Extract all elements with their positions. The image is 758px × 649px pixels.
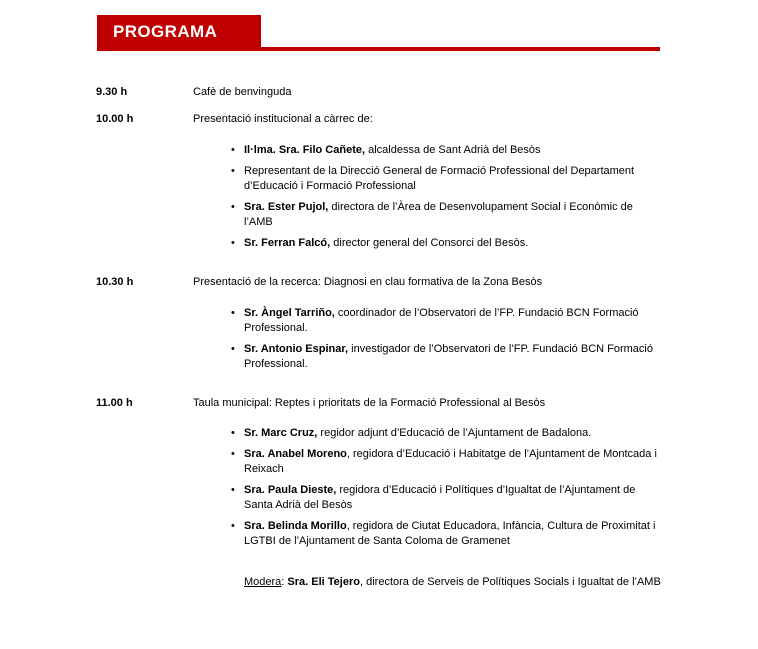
agenda-content	[193, 112, 663, 257]
speaker-name: Sr. Àngel Tarriño,	[244, 306, 335, 319]
agenda-time: 11.00 h	[96, 396, 133, 409]
list-item	[244, 483, 663, 513]
page-title: PROGRAMA	[97, 15, 261, 47]
agenda-content	[193, 396, 663, 591]
speaker-name: Sra. Anabel Moreno	[244, 448, 347, 461]
speaker-role: investigador de l’Observatori de l’FP. Fundació BCN Formació Professional.	[244, 342, 653, 370]
speaker-role: coordinador de l’Observatori de l’FP. Fundació BCN Formació Professional.	[244, 306, 639, 334]
speaker-role: , regidora d’Educació i Habitatge de l’Ajuntament de Montcada i Reixach	[244, 448, 657, 476]
speaker-list	[193, 426, 663, 549]
agenda-item	[96, 396, 758, 591]
speaker-role: Representant de la Direcció General de Formació Professional del Departament d’Educació i Formació Professional	[244, 164, 635, 192]
agenda-title: Presentació institucional a càrrec de:	[193, 113, 373, 126]
speaker-name: Sr. Ferran Falcó,	[244, 236, 331, 249]
agenda-title: Cafè de benvinguda	[193, 86, 292, 99]
speaker-name: Il·lma. Sra. Filo Cañete,	[244, 144, 366, 157]
list-item	[244, 164, 663, 194]
list-item	[244, 143, 663, 158]
speaker-role: regidor adjunt d’Educació de l’Ajuntament de Badalona.	[317, 427, 592, 440]
agenda	[96, 85, 758, 590]
speaker-list	[193, 143, 663, 251]
list-item	[244, 236, 663, 251]
speaker-role: , regidora de Ciutat Educadora, Infància, Cultura de Proximitat i LGTBI de l’Ajuntament de Santa Coloma de Gramenet	[244, 520, 656, 548]
speaker-role: alcaldessa de Sant Adrià del Besòs	[365, 144, 541, 157]
speaker-name: Sr. Antonio Espinar,	[244, 342, 349, 355]
speaker-name: Sra. Belinda Morillo	[244, 520, 347, 533]
moderator-name: Sra. Eli Tejero	[287, 576, 360, 589]
agenda-content	[193, 85, 663, 100]
list-item	[244, 306, 663, 336]
document-page	[0, 15, 758, 649]
moderator-label: Modera	[244, 576, 282, 589]
agenda-item	[96, 112, 758, 257]
moderator-role: , directora de Serveis de Polítiques Socials i Igualtat de l’AMB	[359, 576, 661, 589]
moderator-separator: :	[281, 576, 288, 589]
agenda-title: Taula municipal: Reptes i prioritats de la Formació Professional al Besòs	[193, 396, 546, 409]
speaker-role: regidora d’Educació i Polítiques d’Igualtat de l’Ajuntament de Santa Adrià del Besòs	[244, 484, 636, 512]
agenda-content	[193, 275, 663, 378]
moderator-line	[244, 575, 663, 590]
list-item	[244, 200, 663, 230]
program-header	[97, 15, 660, 51]
speaker-name: Sra. Ester Pujol,	[244, 200, 329, 213]
agenda-time: 9.30 h	[96, 86, 128, 99]
speaker-name: Sra. Paula Dieste,	[244, 484, 337, 497]
list-item	[244, 342, 663, 372]
speaker-list	[193, 306, 663, 372]
speaker-role: director general del Consorci del Besòs.	[330, 236, 529, 249]
list-item	[244, 426, 663, 441]
speaker-name: Sr. Marc Cruz,	[244, 427, 318, 440]
agenda-time: 10.30 h	[96, 275, 134, 288]
list-item	[244, 519, 663, 549]
agenda-item	[96, 275, 758, 378]
speaker-role: directora de l’Àrea de Desenvolupament Social i Econòmic de l’AMB	[244, 200, 633, 228]
agenda-title: Presentació de la recerca: Diagnosi en clau formativa de la Zona Besòs	[193, 275, 543, 288]
list-item	[244, 447, 663, 477]
agenda-time: 10.00 h	[96, 113, 134, 126]
agenda-item	[96, 85, 758, 100]
